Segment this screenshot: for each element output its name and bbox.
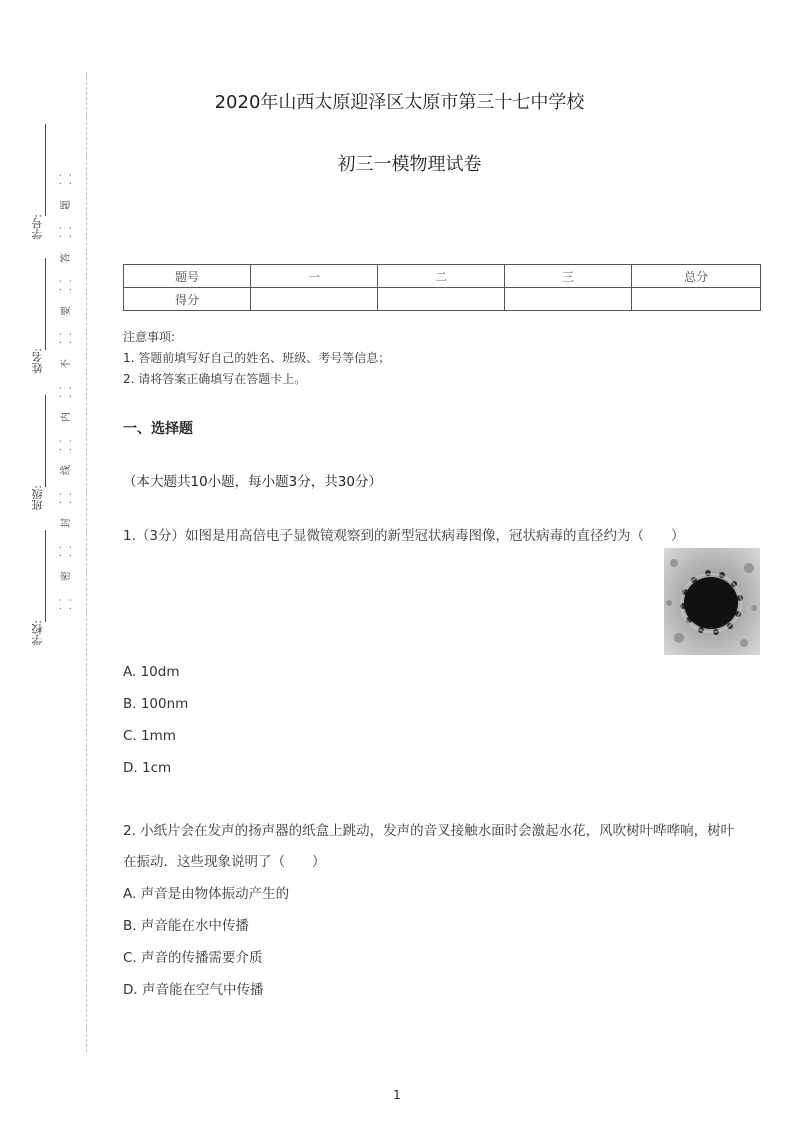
seal-char: 线 — [61, 465, 72, 476]
student-id-label: 学号: — [31, 214, 44, 240]
table-header-cell: 一 — [251, 265, 378, 288]
score-cell[interactable] — [251, 288, 378, 311]
class-line — [45, 395, 46, 487]
seal-line-warning: · · · · 题 · · · · 答 · · · · 要 · · · · 不 · · · · 内 · · · · 线 · · · · 封 · · · · 密 · · · · — [56, 172, 77, 610]
score-table — [123, 264, 761, 311]
seal-char: 答 — [61, 252, 72, 263]
question-1-text: 1.（3分）如图是用高倍电子显微镜观察到的新型冠状病毒图像，冠状病毒的直径约为（ ） — [123, 528, 685, 544]
notes-heading: 注意事项: — [123, 330, 176, 344]
table-header-cell: 题号 — [124, 265, 251, 288]
table-header-cell: 二 — [378, 265, 505, 288]
question-2-text-line1: 2. 小纸片会在发声的扬声器的纸盒上跳动，发声的音叉接触水面时会激起水花，风吹树叶哗哗响，树叶 — [123, 823, 735, 839]
seal-char: 题 — [61, 199, 72, 210]
binding-dashed-line — [86, 72, 87, 1052]
option-a: A. 10dm — [123, 664, 180, 680]
table-header-cell: 总分 — [632, 265, 761, 288]
score-table-header-row — [124, 265, 761, 288]
section-note: （本大题共10小题，每小题3分，共30分） — [123, 474, 382, 490]
seal-char: 密 — [61, 571, 72, 582]
virus-micrograph-image — [664, 548, 760, 655]
name-label: 姓名: — [31, 348, 44, 374]
score-row-label: 得分 — [124, 288, 251, 311]
option-c: C. 1mm — [123, 728, 176, 744]
score-cell[interactable] — [505, 288, 632, 311]
page-number: 1 — [393, 1088, 401, 1102]
score-cell[interactable] — [378, 288, 505, 311]
option-b: B. 声音能在水中传播 — [123, 918, 249, 934]
question-2-text-line2: 在振动．这些现象说明了（ ） — [123, 854, 326, 870]
section-title: 一、选择题 — [123, 421, 193, 437]
table-header-cell: 三 — [505, 265, 632, 288]
option-b: B. 100nm — [123, 696, 189, 712]
option-d: D. 1cm — [123, 760, 172, 776]
score-cell[interactable] — [632, 288, 761, 311]
note-item: 1. 答题前填写好自己的姓名、班级、考号等信息； — [123, 351, 391, 365]
score-table-row — [124, 288, 761, 311]
school-line — [45, 530, 46, 622]
school-label: 学校: — [31, 620, 44, 646]
seal-char: 要 — [61, 305, 72, 316]
exam-title: 2020年山西太原迎泽区太原市第三十七中学校 — [214, 92, 585, 113]
option-c: C. 声音的传播需要介质 — [123, 950, 263, 966]
option-a: A. 声音是由物体振动产生的 — [123, 886, 290, 902]
exam-subtitle: 初三一模物理试卷 — [337, 154, 482, 175]
notes-block — [123, 327, 390, 390]
note-item: 2. 请将答案正确填写在答题卡上。 — [123, 372, 307, 386]
option-d: D. 声音能在空气中传播 — [123, 982, 264, 998]
seal-char: 封 — [61, 518, 72, 529]
class-label: 班级: — [31, 485, 44, 511]
name-line — [45, 258, 46, 350]
seal-char: 不 — [61, 358, 72, 369]
seal-char: 内 — [61, 412, 72, 423]
